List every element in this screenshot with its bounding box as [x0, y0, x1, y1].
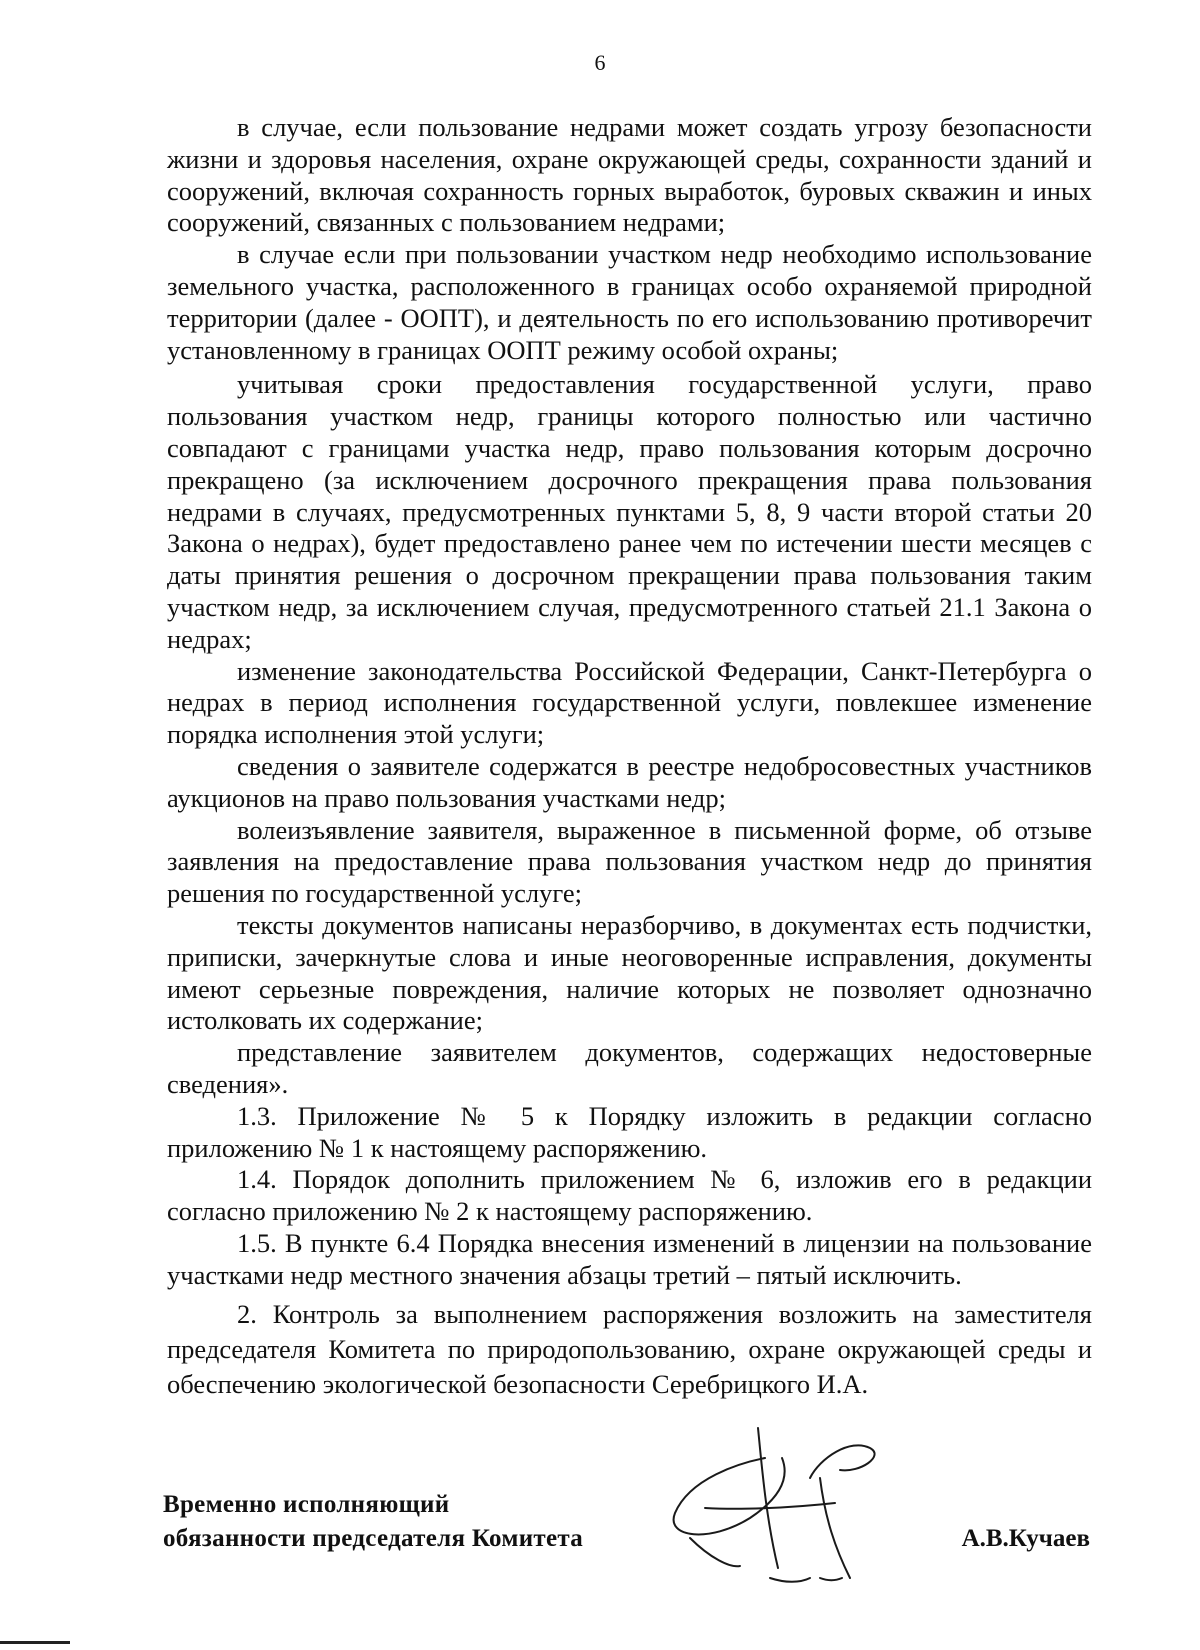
signatory-position-line2: обязанности председателя Комитета: [163, 1525, 584, 1552]
signatory-position-line1: Временно исполняющий: [163, 1491, 450, 1518]
signature-image: [670, 1418, 900, 1588]
signatory-position: [163, 1488, 583, 1556]
signatory-name: А.В.Кучаев: [961, 1525, 1090, 1552]
paragraph-item-1-4: 1.4. Порядок дополнить приложением № 6, изложив его в редакции согласно приложению № 2 к настоящему распоряжению.: [167, 1164, 1092, 1227]
page-number: 6: [594, 50, 606, 75]
paragraph-protected-territory: в случае если при пользовании участком недр необходимо использование земельного участка, расположенного в границах особо охраняемой природной территории (далее - ООПТ), и деятельность по его использованию противоречит установленному в границах ООПТ режиму особой охраны;: [167, 239, 1092, 365]
paragraph-legislation-change: изменение законодательства Российской Федерации, Санкт-Петербурга о недрах в период исполнения государственной услуги, повлекшее изменение порядка исполнения этой услуги;: [167, 655, 1092, 750]
paragraph-service-terms: учитывая сроки предоставления государственной услуги, право пользования участком недр, границы которого полностью или частично совпадают с границами участка недр, право пользования которым досрочно прекращено (за исключением досрочного прекращения права пользования недрами в случаях, предусмотренных пунктами 5, 8, 9 части второй статьи 20 Закона о недрах), будет предоставлено ранее чем по истечении шести месяцев с даты принятия решения о досрочном прекращении права пользования таким участком недр, за исключением случая, предусмотренного статьей 21.1 Закона о недрах;: [167, 369, 1092, 654]
paragraph-threat-to-safety: в случае, если пользование недрами может создать угрозу безопасности жизни и здоровья населения, охране окружающей среды, сохранности зданий и сооружений, включая сохранность горных выработок, буровых скважин и иных сооружений, связанных с пользованием недрами;: [167, 112, 1092, 238]
document-body: [167, 112, 1092, 1402]
paragraph-item-1-3: 1.3. Приложение № 5 к Порядку изложить в редакции согласно приложению № 1 к настоящему распоряжению.: [167, 1100, 1092, 1163]
paragraph-illegible-documents: тексты документов написаны неразборчиво, в документах есть подчистки, приписки, зачеркнутые слова и иные неоговоренные исправления, документы имеют серьезные повреждения, наличие которых не позволяет однозначно истолковать их содержание;: [167, 909, 1092, 1036]
scan-corner-mark: [0, 1641, 70, 1644]
paragraph-item-2-control: 2. Контроль за выполнением распоряжения возложить на заместителя председателя Комитета по природопользованию, охране окружающей среды и обеспечению экологической безопасности Серебрицкого И.А.: [167, 1299, 1092, 1400]
paragraph-item-1-5: 1.5. В пункте 6.4 Порядка внесения изменений в лицензии на пользование участками недр местного значения абзацы третий – пятый исключить.: [167, 1227, 1092, 1290]
paragraph-unreliable-information: представление заявителем документов, содержащих недостоверные сведения».: [167, 1037, 1092, 1099]
paragraph-application-withdrawal: волеизъявление заявителя, выраженное в письменной форме, об отзыве заявления на предоставление права пользования участком недр до принятия решения по государственной услуге;: [167, 814, 1092, 909]
paragraph-unscrupulous-registry: сведения о заявителе содержатся в реестре недобросовестных участников аукционов на право пользования участками недр;: [167, 750, 1092, 813]
